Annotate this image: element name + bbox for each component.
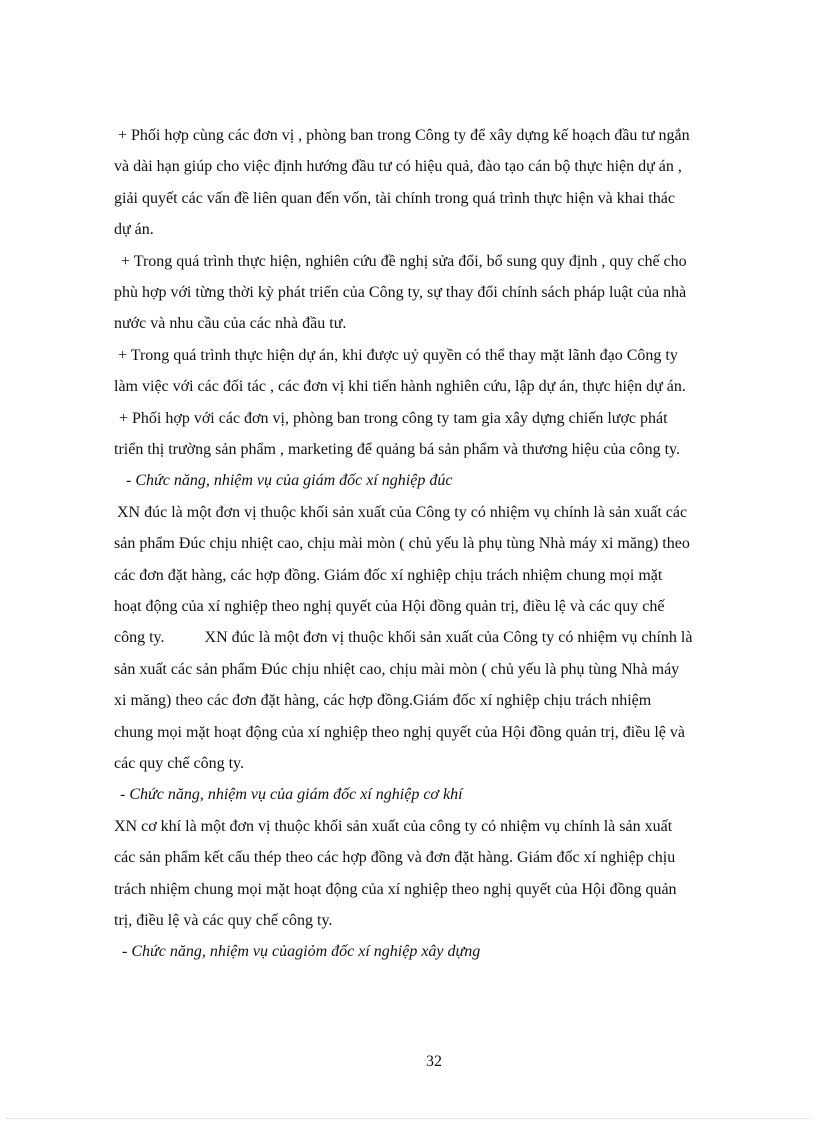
heading-line: - Chức năng, nhiệm vụ củagiỏm đốc xí nghiệp xây dựng	[122, 943, 481, 960]
text-line: + Trong quá trình thực hiện dự án, khi được uỷ quyền có thể thay mặt lãnh đạo Công ty	[118, 347, 678, 364]
page-edge	[6, 1118, 810, 1119]
text-line: trị, điều lệ và các quy chế công ty.	[114, 912, 333, 929]
text-line: xi măng) theo các đơn đặt hàng, các hợp đồng.Giám đốc xí nghiệp chịu trách nhiệm	[114, 692, 652, 709]
text-line: các đơn đặt hàng, các hợp đồng. Giám đốc xí nghiệp chịu trách nhiệm chung mọi mặt	[114, 567, 663, 584]
text-line: hoạt động của xí nghiệp theo nghị quyết của Hội đồng quản trị, điều lệ và các quy chế	[114, 598, 665, 615]
text-line: + Phối hợp cùng các đơn vị , phòng ban trong Công ty để xây dựng kế hoạch đầu tư ngắn	[118, 127, 690, 144]
text-line: công ty. XN đúc là một đơn vị thuộc khối sản xuất của Công ty có nhiệm vụ chính là	[114, 629, 693, 646]
heading-line: - Chức năng, nhiệm vụ của giám đốc xí nghiệp cơ khí	[120, 786, 463, 803]
text-line: + Phối hợp với các đơn vị, phòng ban trong công ty tam gia xây dựng chiến lược phát	[119, 410, 668, 427]
text-line: các quy chế công ty.	[114, 755, 245, 772]
text-line: giải quyết các vấn đề liên quan đến vốn, tài chính trong quá trình thực hiện và khai thác	[114, 190, 675, 207]
text-line: sản xuất các sản phẩm Đúc chịu nhiệt cao, chịu mài mòn ( chủ yếu là phụ tùng Nhà máy	[114, 661, 680, 678]
text-line: XN cơ khí là một đơn vị thuộc khối sản xuất của công ty có nhiệm vụ chính là sản xuất	[114, 818, 673, 835]
text-line: phù hợp với từng thời kỳ phát triển của Công ty, sự thay đổi chính sách pháp luật của nhà	[114, 284, 687, 301]
text-line: nước và nhu cầu của các nhà đầu tư.	[114, 315, 347, 332]
text-line: chung mọi mặt hoạt động của xí nghiệp theo nghị quyết của Hội đồng quản trị, điều lệ và	[114, 724, 685, 741]
text-line: triển thị trường sản phẩm , marketing để quảng bá sản phẩm và thương hiệu của công ty.	[114, 441, 680, 458]
text-line: sản phẩm Đúc chịu nhiệt cao, chịu mài mòn ( chủ yếu là phụ tùng Nhà máy xi măng) theo	[114, 535, 690, 552]
text-line: XN đúc là một đơn vị thuộc khối sản xuất của Công ty có nhiệm vụ chính là sản xuất các	[117, 504, 688, 521]
heading-line: - Chức năng, nhiệm vụ của giám đốc xí nghiệp đúc	[126, 472, 453, 489]
text-line: làm việc với các đối tác , các đơn vị khi tiến hành nghiên cứu, lập dự án, thực hiện dự án.	[114, 378, 686, 395]
page-number: 32	[426, 1053, 442, 1070]
text-line: các sản phẩm kết cấu thép theo các hợp đồng và đơn đặt hàng. Giám đốc xí nghiệp chịu	[114, 849, 676, 866]
text-line: và dài hạn giúp cho việc định hướng đầu tư có hiệu quả, đào tạo cán bộ thực hiện dự án ,	[114, 158, 682, 175]
text-line: + Trong quá trình thực hiện, nghiên cứu đề nghị sửa đổi, bổ sung quy định , quy chế cho	[121, 253, 687, 270]
text-line: trách nhiệm chung mọi mặt hoạt động của xí nghiệp theo nghị quyết của Hội đồng quản	[114, 881, 677, 898]
text-line: dự án.	[114, 221, 154, 238]
